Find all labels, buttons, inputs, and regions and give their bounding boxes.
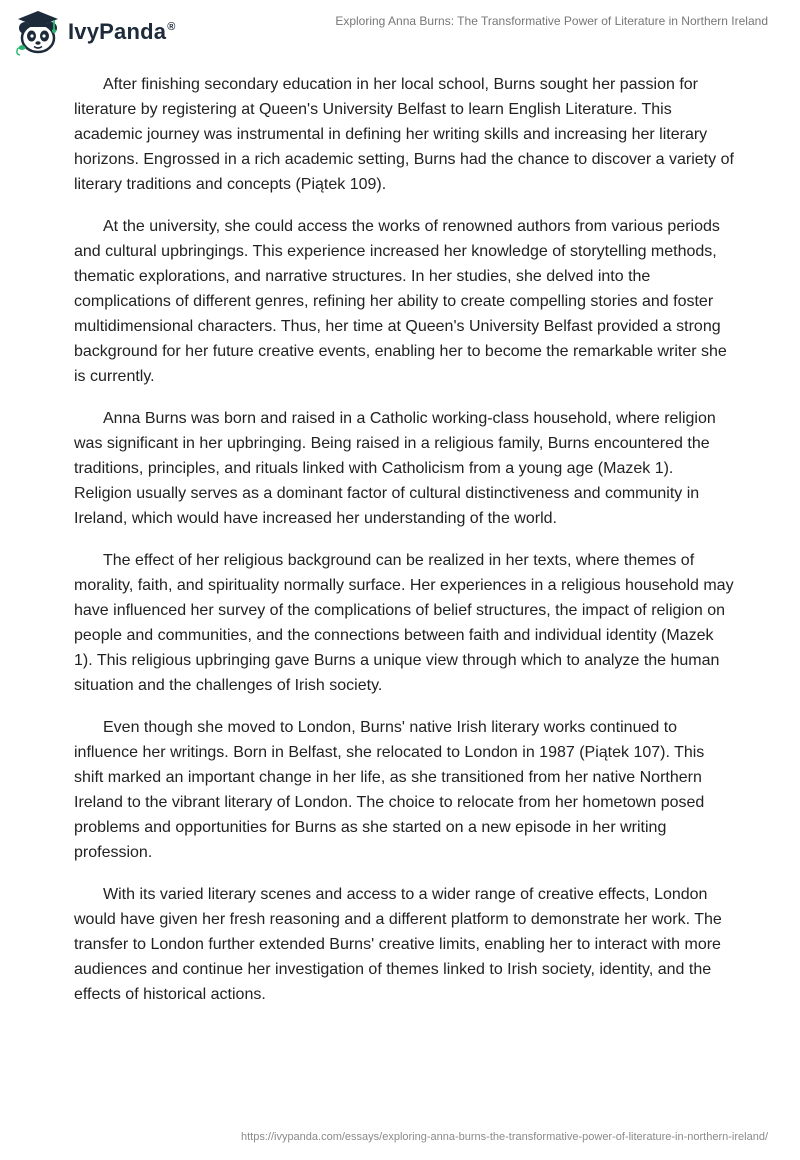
paragraph: Anna Burns was born and raised in a Catholic working-class household, where religion was significant in her upbringing. Being raised in a religious family, Burns encountered the traditions, principles, and rituals linked with Catholicism from a young age (Mazek 1). Religion usually serves as a dominant factor of cultural distinctiveness and community in Ireland, which would have increased her understanding of the world. <box>74 410 716 527</box>
essay-body <box>74 72 734 1024</box>
brand-logo[interactable] <box>14 8 176 56</box>
paragraph: At the university, she could access the works of renowned authors from various periods and cultural upbringings. This experience increased her knowledge of storytelling methods, thematic explorations, and narrative structures. In her studies, she delved into the complications of different genres, refining her ability to create compelling stories and foster multidimensional characters. Thus, her time at Queen's University Belfast provided a strong background for her future creative events, enabling her to become the remarkable writer she is currently. <box>74 218 727 385</box>
brand-name-text: IvyPanda <box>68 19 167 44</box>
paragraph: With its varied literary scenes and access to a wider range of creative effects, London would have given her fresh reasoning and a different platform to demonstrate her work. The transfer to London further extended Burns' creative limits, enabling her to interact with more audiences and continue her investigation of themes linked to Irish society, identity, and the effects of historical actions. <box>74 886 722 1003</box>
document-title: Exploring Anna Burns: The Transformative Power of Literature in Northern Ireland <box>335 14 768 28</box>
paragraph: The effect of her religious background can be realized in her texts, where themes of morality, faith, and spirituality normally surface. Her experiences in a religious household may have influenced her survey of the complications of belief structures, the impact of religion on people and communities, and the connections between faith and individual identity (Mazek 1). This religious upbringing gave Burns a unique view through which to analyze the human situation and the challenges of Irish society. <box>74 552 734 694</box>
brand-name <box>68 19 176 45</box>
registered-mark: ® <box>167 21 176 33</box>
paragraph: Even though she moved to London, Burns' native Irish literary works continued to influence her writings. Born in Belfast, she relocated to London in 1987 (Piątek 107). This shift marked an important change in her life, as she transitioned from her native Northern Ireland to the vibrant literary of London. The choice to relocate from her hometown posed problems and opportunities for Burns as she started on a new episode in her writing profession. <box>74 719 705 861</box>
page-header <box>0 0 800 60</box>
panda-graduate-icon <box>14 8 62 56</box>
source-url-link[interactable]: https://ivypanda.com/essays/exploring-anna-burns-the-transformative-power-of-literature-in-northern-ireland/ <box>240 1131 768 1143</box>
paragraph: After finishing secondary education in her local school, Burns sought her passion for literature by registering at Queen's University Belfast to learn English Literature. This academic journey was instrumental in defining her writing skills and increasing her literary horizons. Engrossed in a rich academic setting, Burns had the chance to discover a variety of literary traditions and concepts (Piątek 109). <box>74 76 734 193</box>
